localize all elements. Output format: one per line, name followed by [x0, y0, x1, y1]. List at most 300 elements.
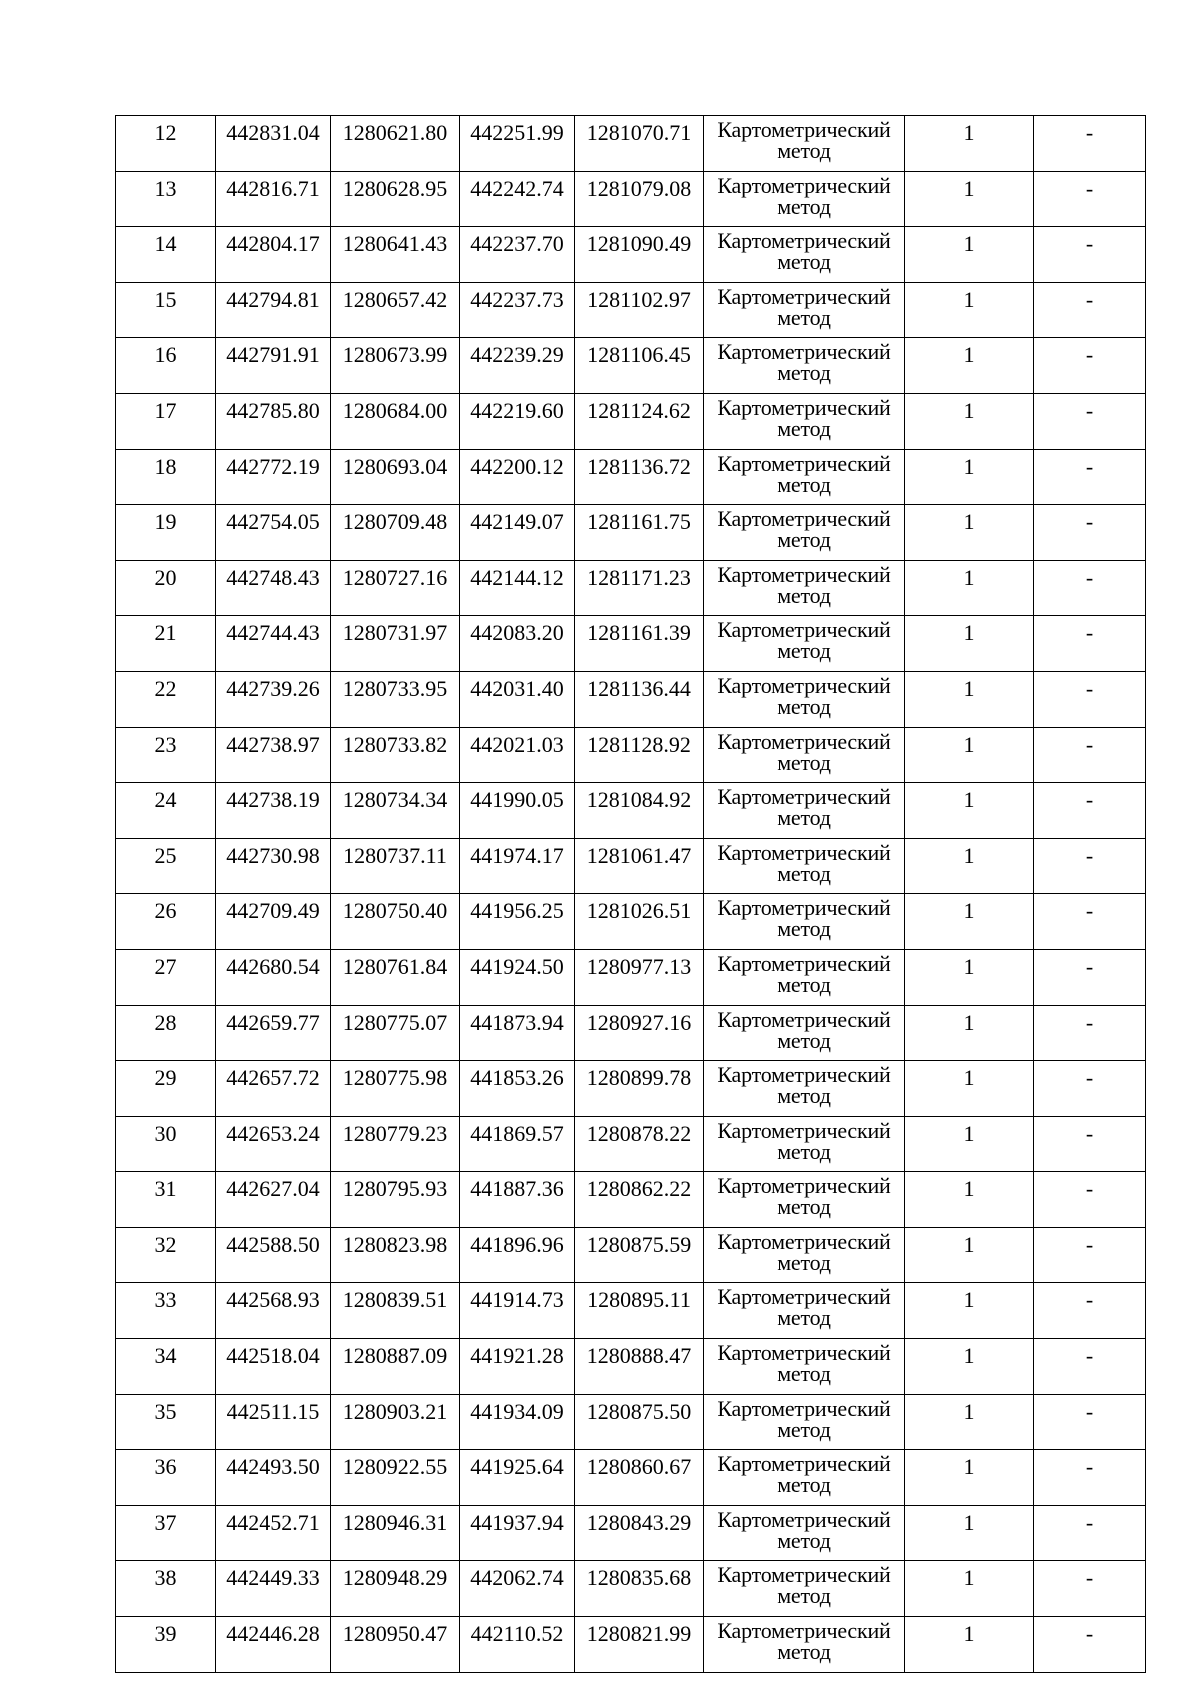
- x-coordinate-cell: 442449.33: [216, 1561, 331, 1617]
- x-coordinate-cell: 442237.70: [460, 227, 575, 283]
- table-row: [116, 1561, 1146, 1617]
- method-cell: [704, 949, 905, 1005]
- note-cell: -: [1034, 116, 1146, 172]
- method-cell: [704, 171, 905, 227]
- table-row: [116, 505, 1146, 561]
- point-number-cell: 37: [116, 1505, 216, 1561]
- note-cell: -: [1034, 1005, 1146, 1061]
- method-line-1: Картометрический: [717, 117, 891, 142]
- y-coordinate-cell: 1281061.47: [575, 838, 704, 894]
- y-coordinate-cell: 1280621.80: [331, 116, 460, 172]
- method-line-1: Картометрический: [717, 450, 891, 476]
- note-cell: -: [1034, 1339, 1146, 1395]
- table-row: [116, 1005, 1146, 1061]
- x-coordinate-cell: 442748.43: [216, 560, 331, 616]
- method-line-1: Картометрический: [717, 1618, 891, 1644]
- table-row: [116, 727, 1146, 783]
- method-line-1: Картометрический: [717, 728, 891, 754]
- method-line-2: метод: [777, 249, 831, 275]
- accuracy-cell: 1: [905, 282, 1034, 338]
- x-coordinate-cell: 442237.73: [460, 282, 575, 338]
- method-line-2: метод: [777, 415, 831, 441]
- accuracy-cell: 1: [905, 449, 1034, 505]
- x-coordinate-cell: 442785.80: [216, 393, 331, 449]
- method-cell: [704, 1505, 905, 1561]
- x-coordinate-cell: 441925.64: [460, 1450, 575, 1506]
- x-coordinate-cell: 442149.07: [460, 505, 575, 561]
- point-number-cell: 35: [116, 1394, 216, 1450]
- x-coordinate-cell: 441956.25: [460, 894, 575, 950]
- x-coordinate-cell: 441937.94: [460, 1505, 575, 1561]
- table-row: [116, 393, 1146, 449]
- accuracy-cell: 1: [905, 1116, 1034, 1172]
- method-line-2: метод: [777, 638, 831, 664]
- x-coordinate-cell: 442452.71: [216, 1505, 331, 1561]
- x-coordinate-cell: 442744.43: [216, 616, 331, 672]
- accuracy-cell: 1: [905, 1283, 1034, 1339]
- x-coordinate-cell: 442730.98: [216, 838, 331, 894]
- method-line-2: метод: [777, 1361, 831, 1387]
- method-line-2: метод: [777, 1194, 831, 1220]
- y-coordinate-cell: 1280875.59: [575, 1227, 704, 1283]
- note-cell: -: [1034, 1450, 1146, 1506]
- method-cell: [704, 1227, 905, 1283]
- x-coordinate-cell: 441974.17: [460, 838, 575, 894]
- accuracy-cell: 1: [905, 616, 1034, 672]
- point-number-cell: 24: [116, 783, 216, 839]
- note-cell: -: [1034, 393, 1146, 449]
- method-cell: [704, 616, 905, 672]
- point-number-cell: 30: [116, 1116, 216, 1172]
- y-coordinate-cell: 1281090.49: [575, 227, 704, 283]
- x-coordinate-cell: 442031.40: [460, 671, 575, 727]
- y-coordinate-cell: 1281079.08: [575, 171, 704, 227]
- point-number-cell: 18: [116, 449, 216, 505]
- note-cell: -: [1034, 1561, 1146, 1617]
- x-coordinate-cell: 442021.03: [460, 727, 575, 783]
- x-coordinate-cell: 442242.74: [460, 171, 575, 227]
- point-number-cell: 23: [116, 727, 216, 783]
- method-line-1: Картометрический: [717, 1006, 891, 1032]
- method-line-1: Картометрический: [717, 1173, 891, 1199]
- note-cell: -: [1034, 171, 1146, 227]
- accuracy-cell: 1: [905, 894, 1034, 950]
- accuracy-cell: 1: [905, 1617, 1034, 1673]
- accuracy-cell: 1: [905, 393, 1034, 449]
- x-coordinate-cell: 442816.71: [216, 171, 331, 227]
- method-line-2: метод: [777, 749, 831, 775]
- point-number-cell: 15: [116, 282, 216, 338]
- accuracy-cell: 1: [905, 838, 1034, 894]
- method-line-2: метод: [777, 138, 831, 163]
- y-coordinate-cell: 1281161.39: [575, 616, 704, 672]
- method-cell: [704, 1005, 905, 1061]
- y-coordinate-cell: 1280835.68: [575, 1561, 704, 1617]
- note-cell: -: [1034, 449, 1146, 505]
- x-coordinate-cell: 442754.05: [216, 505, 331, 561]
- method-line-1: Картометрический: [717, 339, 891, 365]
- point-number-cell: 20: [116, 560, 216, 616]
- method-line-1: Картометрический: [717, 672, 891, 698]
- y-coordinate-cell: 1280684.00: [331, 393, 460, 449]
- method-line-2: метод: [777, 693, 831, 719]
- note-cell: -: [1034, 560, 1146, 616]
- x-coordinate-cell: 442627.04: [216, 1172, 331, 1228]
- method-line-1: Картометрический: [717, 1395, 891, 1421]
- x-coordinate-cell: 442518.04: [216, 1339, 331, 1395]
- y-coordinate-cell: 1280821.99: [575, 1617, 704, 1673]
- coordinates-table: [115, 115, 1146, 1673]
- method-line-2: метод: [777, 471, 831, 497]
- method-line-2: метод: [777, 1527, 831, 1553]
- point-number-cell: 27: [116, 949, 216, 1005]
- y-coordinate-cell: 1280775.98: [331, 1061, 460, 1117]
- y-coordinate-cell: 1280895.11: [575, 1283, 704, 1339]
- method-line-1: Картометрический: [717, 283, 891, 309]
- y-coordinate-cell: 1280977.13: [575, 949, 704, 1005]
- method-line-2: метод: [777, 1138, 831, 1164]
- point-number-cell: 32: [116, 1227, 216, 1283]
- method-line-1: Картометрический: [717, 784, 891, 810]
- method-cell: [704, 227, 905, 283]
- y-coordinate-cell: 1281161.75: [575, 505, 704, 561]
- y-coordinate-cell: 1281106.45: [575, 338, 704, 394]
- method-line-2: метод: [777, 805, 831, 831]
- x-coordinate-cell: 442493.50: [216, 1450, 331, 1506]
- y-coordinate-cell: 1280737.11: [331, 838, 460, 894]
- point-number-cell: 39: [116, 1617, 216, 1673]
- method-line-2: метод: [777, 1583, 831, 1609]
- y-coordinate-cell: 1280823.98: [331, 1227, 460, 1283]
- x-coordinate-cell: 442831.04: [216, 116, 331, 172]
- y-coordinate-cell: 1281026.51: [575, 894, 704, 950]
- x-coordinate-cell: 442239.29: [460, 338, 575, 394]
- x-coordinate-cell: 442062.74: [460, 1561, 575, 1617]
- method-cell: [704, 116, 905, 172]
- y-coordinate-cell: 1280641.43: [331, 227, 460, 283]
- point-number-cell: 33: [116, 1283, 216, 1339]
- y-coordinate-cell: 1280779.23: [331, 1116, 460, 1172]
- table-row: [116, 894, 1146, 950]
- x-coordinate-cell: 442110.52: [460, 1617, 575, 1673]
- table-row: [116, 171, 1146, 227]
- method-line-1: Картометрический: [717, 1506, 891, 1532]
- accuracy-cell: 1: [905, 227, 1034, 283]
- y-coordinate-cell: 1280899.78: [575, 1061, 704, 1117]
- y-coordinate-cell: 1280727.16: [331, 560, 460, 616]
- method-line-2: метод: [777, 1249, 831, 1275]
- note-cell: -: [1034, 1505, 1146, 1561]
- method-line-1: Картометрический: [717, 1284, 891, 1310]
- table-row: [116, 1061, 1146, 1117]
- table-row: [116, 949, 1146, 1005]
- method-cell: [704, 449, 905, 505]
- y-coordinate-cell: 1280775.07: [331, 1005, 460, 1061]
- y-coordinate-cell: 1280734.34: [331, 783, 460, 839]
- method-line-1: Картометрический: [717, 172, 891, 198]
- method-cell: [704, 1283, 905, 1339]
- method-cell: [704, 1561, 905, 1617]
- x-coordinate-cell: 441869.57: [460, 1116, 575, 1172]
- method-line-1: Картометрический: [717, 561, 891, 587]
- accuracy-cell: 1: [905, 560, 1034, 616]
- x-coordinate-cell: 441887.36: [460, 1172, 575, 1228]
- table-row: [116, 1394, 1146, 1450]
- method-cell: [704, 1450, 905, 1506]
- y-coordinate-cell: 1280862.22: [575, 1172, 704, 1228]
- y-coordinate-cell: 1281124.62: [575, 393, 704, 449]
- accuracy-cell: 1: [905, 1061, 1034, 1117]
- x-coordinate-cell: 442739.26: [216, 671, 331, 727]
- method-cell: [704, 560, 905, 616]
- y-coordinate-cell: 1280673.99: [331, 338, 460, 394]
- method-line-2: метод: [777, 916, 831, 942]
- x-coordinate-cell: 442511.15: [216, 1394, 331, 1450]
- method-line-1: Картометрический: [717, 1451, 891, 1477]
- note-cell: -: [1034, 505, 1146, 561]
- y-coordinate-cell: 1280761.84: [331, 949, 460, 1005]
- note-cell: -: [1034, 671, 1146, 727]
- accuracy-cell: 1: [905, 1505, 1034, 1561]
- table-row: [116, 1617, 1146, 1673]
- note-cell: -: [1034, 727, 1146, 783]
- method-cell: [704, 783, 905, 839]
- x-coordinate-cell: 441921.28: [460, 1339, 575, 1395]
- table-row: [116, 1172, 1146, 1228]
- note-cell: -: [1034, 227, 1146, 283]
- x-coordinate-cell: 441896.96: [460, 1227, 575, 1283]
- y-coordinate-cell: 1280657.42: [331, 282, 460, 338]
- y-coordinate-cell: 1280903.21: [331, 1394, 460, 1450]
- point-number-cell: 31: [116, 1172, 216, 1228]
- x-coordinate-cell: 442794.81: [216, 282, 331, 338]
- x-coordinate-cell: 442446.28: [216, 1617, 331, 1673]
- method-line-2: метод: [777, 193, 831, 219]
- y-coordinate-cell: 1280731.97: [331, 616, 460, 672]
- accuracy-cell: 1: [905, 1339, 1034, 1395]
- method-line-1: Картометрический: [717, 1562, 891, 1588]
- method-line-1: Картометрический: [717, 1228, 891, 1254]
- method-line-1: Картометрический: [717, 1340, 891, 1366]
- method-cell: [704, 727, 905, 783]
- table-row: [116, 616, 1146, 672]
- method-cell: [704, 894, 905, 950]
- y-coordinate-cell: 1280922.55: [331, 1450, 460, 1506]
- y-coordinate-cell: 1280839.51: [331, 1283, 460, 1339]
- method-cell: [704, 393, 905, 449]
- y-coordinate-cell: 1281084.92: [575, 783, 704, 839]
- accuracy-cell: 1: [905, 727, 1034, 783]
- x-coordinate-cell: 442144.12: [460, 560, 575, 616]
- y-coordinate-cell: 1280946.31: [331, 1505, 460, 1561]
- y-coordinate-cell: 1280927.16: [575, 1005, 704, 1061]
- accuracy-cell: 1: [905, 671, 1034, 727]
- point-number-cell: 12: [116, 116, 216, 172]
- x-coordinate-cell: 441853.26: [460, 1061, 575, 1117]
- table-row: [116, 1283, 1146, 1339]
- x-coordinate-cell: 441990.05: [460, 783, 575, 839]
- method-line-1: Картометрический: [717, 228, 891, 254]
- point-number-cell: 13: [116, 171, 216, 227]
- point-number-cell: 16: [116, 338, 216, 394]
- method-line-2: метод: [777, 1416, 831, 1442]
- method-cell: [704, 1172, 905, 1228]
- note-cell: -: [1034, 1394, 1146, 1450]
- point-number-cell: 29: [116, 1061, 216, 1117]
- y-coordinate-cell: 1280948.29: [331, 1561, 460, 1617]
- y-coordinate-cell: 1280875.50: [575, 1394, 704, 1450]
- method-line-2: метод: [777, 527, 831, 553]
- x-coordinate-cell: 442709.49: [216, 894, 331, 950]
- y-coordinate-cell: 1280950.47: [331, 1617, 460, 1673]
- x-coordinate-cell: 441934.09: [460, 1394, 575, 1450]
- y-coordinate-cell: 1280878.22: [575, 1116, 704, 1172]
- y-coordinate-cell: 1280733.82: [331, 727, 460, 783]
- method-line-1: Картометрический: [717, 394, 891, 420]
- method-line-2: метод: [777, 1639, 831, 1665]
- x-coordinate-cell: 442738.97: [216, 727, 331, 783]
- y-coordinate-cell: 1280843.29: [575, 1505, 704, 1561]
- x-coordinate-cell: 442680.54: [216, 949, 331, 1005]
- method-line-1: Картометрический: [717, 1062, 891, 1088]
- method-line-2: метод: [777, 582, 831, 608]
- x-coordinate-cell: 442083.20: [460, 616, 575, 672]
- x-coordinate-cell: 442657.72: [216, 1061, 331, 1117]
- table-row: [116, 116, 1146, 172]
- accuracy-cell: 1: [905, 783, 1034, 839]
- point-number-cell: 14: [116, 227, 216, 283]
- method-line-1: Картометрический: [717, 839, 891, 865]
- table-row: [116, 227, 1146, 283]
- table-row: [116, 449, 1146, 505]
- x-coordinate-cell: 442738.19: [216, 783, 331, 839]
- table-row: [116, 338, 1146, 394]
- table-row: [116, 560, 1146, 616]
- method-line-1: Картометрический: [717, 950, 891, 976]
- table-row: [116, 783, 1146, 839]
- method-cell: [704, 838, 905, 894]
- x-coordinate-cell: 442588.50: [216, 1227, 331, 1283]
- note-cell: -: [1034, 1283, 1146, 1339]
- table-row: [116, 1116, 1146, 1172]
- y-coordinate-cell: 1281128.92: [575, 727, 704, 783]
- note-cell: -: [1034, 949, 1146, 1005]
- point-number-cell: 25: [116, 838, 216, 894]
- method-line-2: метод: [777, 1472, 831, 1498]
- point-number-cell: 21: [116, 616, 216, 672]
- note-cell: -: [1034, 1116, 1146, 1172]
- method-cell: [704, 505, 905, 561]
- x-coordinate-cell: 442804.17: [216, 227, 331, 283]
- y-coordinate-cell: 1280693.04: [331, 449, 460, 505]
- y-coordinate-cell: 1280795.93: [331, 1172, 460, 1228]
- y-coordinate-cell: 1281136.72: [575, 449, 704, 505]
- y-coordinate-cell: 1280887.09: [331, 1339, 460, 1395]
- note-cell: -: [1034, 1061, 1146, 1117]
- table-body: [116, 116, 1146, 1673]
- note-cell: -: [1034, 282, 1146, 338]
- accuracy-cell: 1: [905, 949, 1034, 1005]
- y-coordinate-cell: 1280709.48: [331, 505, 460, 561]
- x-coordinate-cell: 442772.19: [216, 449, 331, 505]
- method-line-1: Картометрический: [717, 506, 891, 532]
- method-cell: [704, 282, 905, 338]
- method-cell: [704, 1617, 905, 1673]
- point-number-cell: 26: [116, 894, 216, 950]
- accuracy-cell: 1: [905, 505, 1034, 561]
- table-row: [116, 282, 1146, 338]
- point-number-cell: 38: [116, 1561, 216, 1617]
- method-cell: [704, 671, 905, 727]
- x-coordinate-cell: 442568.93: [216, 1283, 331, 1339]
- point-number-cell: 19: [116, 505, 216, 561]
- accuracy-cell: 1: [905, 171, 1034, 227]
- y-coordinate-cell: 1281171.23: [575, 560, 704, 616]
- y-coordinate-cell: 1281136.44: [575, 671, 704, 727]
- y-coordinate-cell: 1281102.97: [575, 282, 704, 338]
- point-number-cell: 17: [116, 393, 216, 449]
- x-coordinate-cell: 442653.24: [216, 1116, 331, 1172]
- table-row: [116, 1450, 1146, 1506]
- note-cell: -: [1034, 783, 1146, 839]
- method-cell: [704, 1116, 905, 1172]
- x-coordinate-cell: 441914.73: [460, 1283, 575, 1339]
- method-cell: [704, 1061, 905, 1117]
- method-line-1: Картометрический: [717, 1117, 891, 1143]
- x-coordinate-cell: 442200.12: [460, 449, 575, 505]
- note-cell: -: [1034, 616, 1146, 672]
- point-number-cell: 28: [116, 1005, 216, 1061]
- point-number-cell: 36: [116, 1450, 216, 1506]
- method-line-2: метод: [777, 1083, 831, 1109]
- x-coordinate-cell: 441873.94: [460, 1005, 575, 1061]
- y-coordinate-cell: 1280888.47: [575, 1339, 704, 1395]
- note-cell: -: [1034, 838, 1146, 894]
- method-cell: [704, 338, 905, 394]
- method-line-2: метод: [777, 360, 831, 386]
- method-line-2: метод: [777, 1027, 831, 1053]
- method-line-2: метод: [777, 1305, 831, 1331]
- accuracy-cell: 1: [905, 116, 1034, 172]
- note-cell: -: [1034, 1172, 1146, 1228]
- y-coordinate-cell: 1280860.67: [575, 1450, 704, 1506]
- x-coordinate-cell: 442659.77: [216, 1005, 331, 1061]
- accuracy-cell: 1: [905, 1450, 1034, 1506]
- point-number-cell: 34: [116, 1339, 216, 1395]
- y-coordinate-cell: 1280733.95: [331, 671, 460, 727]
- note-cell: -: [1034, 1227, 1146, 1283]
- method-cell: [704, 1339, 905, 1395]
- accuracy-cell: 1: [905, 1227, 1034, 1283]
- y-coordinate-cell: 1280750.40: [331, 894, 460, 950]
- method-line-1: Картометрический: [717, 895, 891, 921]
- y-coordinate-cell: 1280628.95: [331, 171, 460, 227]
- accuracy-cell: 1: [905, 1172, 1034, 1228]
- method-line-1: Картометрический: [717, 617, 891, 643]
- accuracy-cell: 1: [905, 1561, 1034, 1617]
- y-coordinate-cell: 1281070.71: [575, 116, 704, 172]
- note-cell: -: [1034, 894, 1146, 950]
- x-coordinate-cell: 442219.60: [460, 393, 575, 449]
- method-line-2: метод: [777, 971, 831, 997]
- note-cell: -: [1034, 338, 1146, 394]
- table-row: [116, 838, 1146, 894]
- accuracy-cell: 1: [905, 1005, 1034, 1061]
- table-row: [116, 1505, 1146, 1561]
- x-coordinate-cell: 442251.99: [460, 116, 575, 172]
- table-row: [116, 1227, 1146, 1283]
- method-line-2: метод: [777, 860, 831, 886]
